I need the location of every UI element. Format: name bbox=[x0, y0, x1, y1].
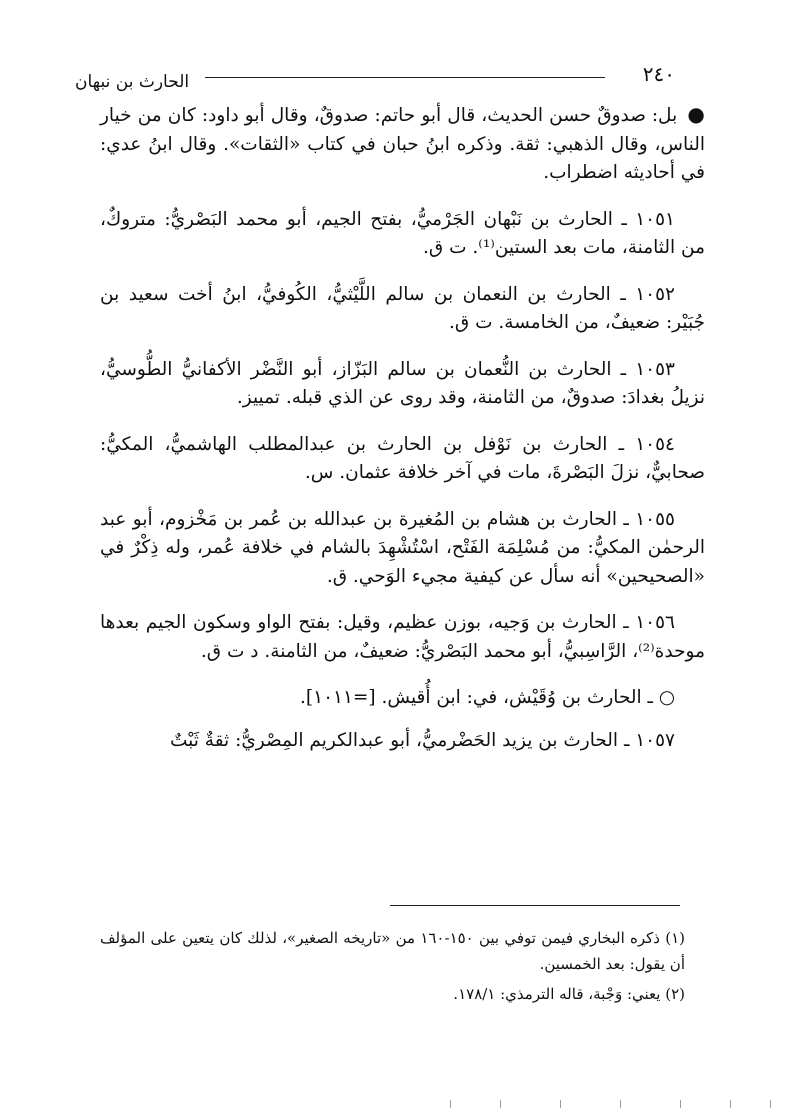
footnote-2: (٢) يعني: وَجْبة، قاله الترمذي: ١٧٨/١. bbox=[453, 985, 685, 1003]
entry-1051: ١٠٥١ ـ الحارث بن نَبْهان الجَرْميُّ، بفتح الجيم، أبو محمد البَصْريُّ: متروكٌ، من الثامنة، مات بعد الستين⁽¹⁾. ت ق. bbox=[100, 208, 705, 258]
entry-1057: ١٠٥٧ ـ الحارث بن يزيد الحَضْرميُّ، أبو عبدالكريم المِصْريُّ: ثقةٌ ثَبْتٌ bbox=[170, 729, 675, 751]
main-text bbox=[100, 100, 705, 773]
header-rule bbox=[205, 77, 605, 78]
footnotes bbox=[100, 925, 685, 1011]
bullet-icon: ● bbox=[687, 102, 705, 126]
footnote-rule bbox=[390, 905, 680, 906]
entry-1055: ١٠٥٥ ـ الحارث بن هشام بن المُغيرة بن عبدالله بن عُمر بن مَخْزوم، أبو عبد الرحمٰن المكيُّ: من مُسْلِمَة الفَتْح، اسْتُشْهِدَ بالشام في خلافة عُمر، وله ذِكْرٌ في «الصحيحين» أنه سأل عن كيفية مجيء الوَحي. ق. bbox=[100, 508, 705, 587]
entry-1056: ١٠٥٦ ـ الحارث بن وَجيه، بوزن عظيم، وقيل: بفتح الواو وسكون الجيم بعدها موحدة⁽²⁾، الرَّاسِبيُّ، أبو محمد البَصْريُّ: ضعيفٌ، من الثامنة. د ت ق. bbox=[100, 612, 705, 662]
entry-1053: ١٠٥٣ ـ الحارث بن النُّعمان بن سالم البَزّاز، أبو النَّضْر الأكفانيُّ الطُّوسيُّ، نزيلُ بغدادَ: صدوقٌ، من الثامنة، وقد روى عن الذي قبله. تمييز. bbox=[100, 358, 705, 408]
intro-paragraph bbox=[100, 100, 705, 188]
page-header bbox=[75, 62, 675, 92]
scan-edge-marks bbox=[430, 1100, 780, 1110]
entry-1054: ١٠٥٤ ـ الحارث بن نَوْفل بن الحارث بن عبدالمطلب الهاشميُّ، المكيُّ: صحابيٌّ، نزلَ البَصْرةَ، مات في آخر خلافة عثمان. س. bbox=[100, 433, 705, 483]
page-number: ٢٤٠ bbox=[642, 62, 675, 86]
cross-reference-entry: ○ ـ الحارث بن وُقَيْش، في: ابن أُقيش. [=١٠١١]. bbox=[300, 687, 675, 708]
intro-text: بل: صدوقٌ حسن الحديث، قال أبو حاتم: صدوقٌ، وقال أبو داود: كان من خيار الناس، وقال الذهبي: ثقة. وذكره ابنُ حبان في كتاب «الثقات». وقال ابنُ عدي: في أحاديثه اضطراب. bbox=[100, 105, 705, 183]
entry-1052: ١٠٥٢ ـ الحارث بن النعمان بن سالم اللَّيْثيُّ، الكُوفيُّ، ابنُ أخت سعيد بن جُبَيْر: ضعيفٌ، من الخامسة. ت ق. bbox=[100, 283, 705, 333]
running-head: الحارث بن نبهان bbox=[75, 72, 190, 92]
footnote-1: (١) ذكره البخاري فيمن توفي بين ١٥٠-١٦٠ من «تاريخه الصغير»، لذلك كان يتعين على المؤلف أن يقول: بعد الخمسين. bbox=[100, 929, 686, 973]
